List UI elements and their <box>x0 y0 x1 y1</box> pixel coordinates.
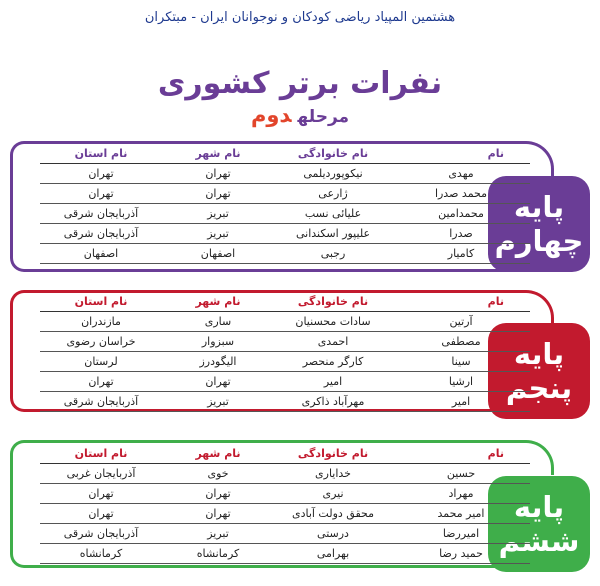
grade-6-badge-line2: ششم <box>498 524 580 558</box>
cell-family: رجبی <box>274 244 392 264</box>
cell-name: امیررضا <box>392 524 530 544</box>
grade-4-badge-line1: پایه <box>513 190 565 224</box>
table-row <box>40 544 530 564</box>
cell-province: مازندران <box>40 312 162 332</box>
table-header-row <box>40 292 530 312</box>
table-row <box>40 352 530 372</box>
column-header-family: نام خانوادگی <box>274 444 392 464</box>
cell-name: حسین <box>392 464 530 484</box>
cell-family: نیکوپوردیلمی <box>274 164 392 184</box>
table-row <box>40 332 530 352</box>
cell-city: سبزوار <box>162 332 274 352</box>
grade-5-table <box>40 292 530 412</box>
cell-city: تبریز <box>162 204 274 224</box>
cell-family: کارگر منحصر <box>274 352 392 372</box>
grade-6-badge-line1: پایه <box>513 490 565 524</box>
cell-province: کرمانشاه <box>40 544 162 564</box>
cell-province: آذربایجان شرقی <box>40 392 162 412</box>
cell-name: محمد صدرا <box>392 184 530 204</box>
cell-province: آذربایجان شرقی <box>40 224 162 244</box>
column-header-name: نام <box>392 292 530 312</box>
cell-name: سینا <box>392 352 530 372</box>
column-header-province: نام استان <box>40 444 162 464</box>
cell-name: امیر محمد <box>392 504 530 524</box>
page-title: نفرات برتر کشوری <box>157 66 443 101</box>
cell-name: مصطفی <box>392 332 530 352</box>
cell-province: تهران <box>40 504 162 524</box>
cell-name: امیر <box>392 392 530 412</box>
table-row <box>40 204 530 224</box>
cell-province: آذربایجان شرقی <box>40 204 162 224</box>
cell-province: تهران <box>40 184 162 204</box>
cell-province: آذربایجان شرقی <box>40 524 162 544</box>
cell-city: تهران <box>162 164 274 184</box>
cell-city: اصفهان <box>162 244 274 264</box>
table-row <box>40 184 530 204</box>
cell-family: احمدی <box>274 332 392 352</box>
table-row <box>40 312 530 332</box>
table-row <box>40 392 530 412</box>
column-header-city: نام شهر <box>162 144 274 164</box>
grade-5-section <box>10 290 590 425</box>
table-header-row <box>40 444 530 464</box>
grade-5-badge-line2: پنجم <box>505 371 573 405</box>
table-row <box>40 164 530 184</box>
grade-4-section <box>10 141 590 276</box>
column-header-name: نام <box>392 444 530 464</box>
table-row <box>40 224 530 244</box>
cell-family: نیری <box>274 484 392 504</box>
cell-city: تهران <box>162 504 274 524</box>
cell-city: کرمانشاه <box>162 544 274 564</box>
cell-name: صدرا <box>392 224 530 244</box>
column-header-family: نام خانوادگی <box>274 144 392 164</box>
grade-6-table <box>40 444 530 564</box>
cell-city: تبریز <box>162 524 274 544</box>
cell-family: امیر <box>274 372 392 392</box>
table-row <box>40 524 530 544</box>
cell-family: علیپور اسکندانی <box>274 224 392 244</box>
cell-family: علیائی نسب <box>274 204 392 224</box>
cell-family: بهرامی <box>274 544 392 564</box>
table-row <box>40 504 530 524</box>
cell-family: محقق دولت آبادی <box>274 504 392 524</box>
subtitle-prefix: مرحله <box>297 107 350 127</box>
cell-province: تهران <box>40 164 162 184</box>
table-header-row <box>40 144 530 164</box>
table-row <box>40 372 530 392</box>
cell-family: سادات محسنیان <box>274 312 392 332</box>
cell-name: مهدی <box>392 164 530 184</box>
cell-city: تهران <box>162 372 274 392</box>
table-row <box>40 484 530 504</box>
table-row <box>40 244 530 264</box>
column-header-province: نام استان <box>40 144 162 164</box>
cell-city: تبریز <box>162 392 274 412</box>
cell-province: اصفهان <box>40 244 162 264</box>
cell-name: ارشیا <box>392 372 530 392</box>
subtitle-stage: دوم <box>250 103 292 127</box>
grade-5-badge-line1: پایه <box>513 337 565 371</box>
column-header-province: نام استان <box>40 292 162 312</box>
cell-name: آرتین <box>392 312 530 332</box>
cell-city: ساری <box>162 312 274 332</box>
grade-4-badge-line2: چهارم <box>494 224 584 258</box>
column-header-family: نام خانوادگی <box>274 292 392 312</box>
cell-city: تبریز <box>162 224 274 244</box>
cell-family: درستی <box>274 524 392 544</box>
cell-city: تهران <box>162 484 274 504</box>
olympiad-header: هشتمین المپیاد ریاضی کودکان و نوجوانان ایران - مبتکران <box>144 10 456 25</box>
grade-6-section <box>10 440 590 580</box>
column-header-city: نام شهر <box>162 444 274 464</box>
cell-province: لرستان <box>40 352 162 372</box>
cell-city: تهران <box>162 184 274 204</box>
cell-family: ژارعی <box>274 184 392 204</box>
cell-city: الیگودرز <box>162 352 274 372</box>
cell-name: محمدامین <box>392 204 530 224</box>
cell-name: مهراد <box>392 484 530 504</box>
cell-name: حمید رضا <box>392 544 530 564</box>
cell-province: تهران <box>40 484 162 504</box>
cell-province: آذربایجان غربی <box>40 464 162 484</box>
cell-family: مهرآباد ذاکری <box>274 392 392 412</box>
cell-province: تهران <box>40 372 162 392</box>
cell-name: کامیار <box>392 244 530 264</box>
column-header-city: نام شهر <box>162 292 274 312</box>
column-header-name: نام <box>392 144 530 164</box>
grade-4-table <box>40 144 530 264</box>
page-subtitle <box>0 103 600 127</box>
table-row <box>40 464 530 484</box>
cell-family: خدایاری <box>274 464 392 484</box>
cell-city: خوی <box>162 464 274 484</box>
cell-province: خراسان رضوی <box>40 332 162 352</box>
